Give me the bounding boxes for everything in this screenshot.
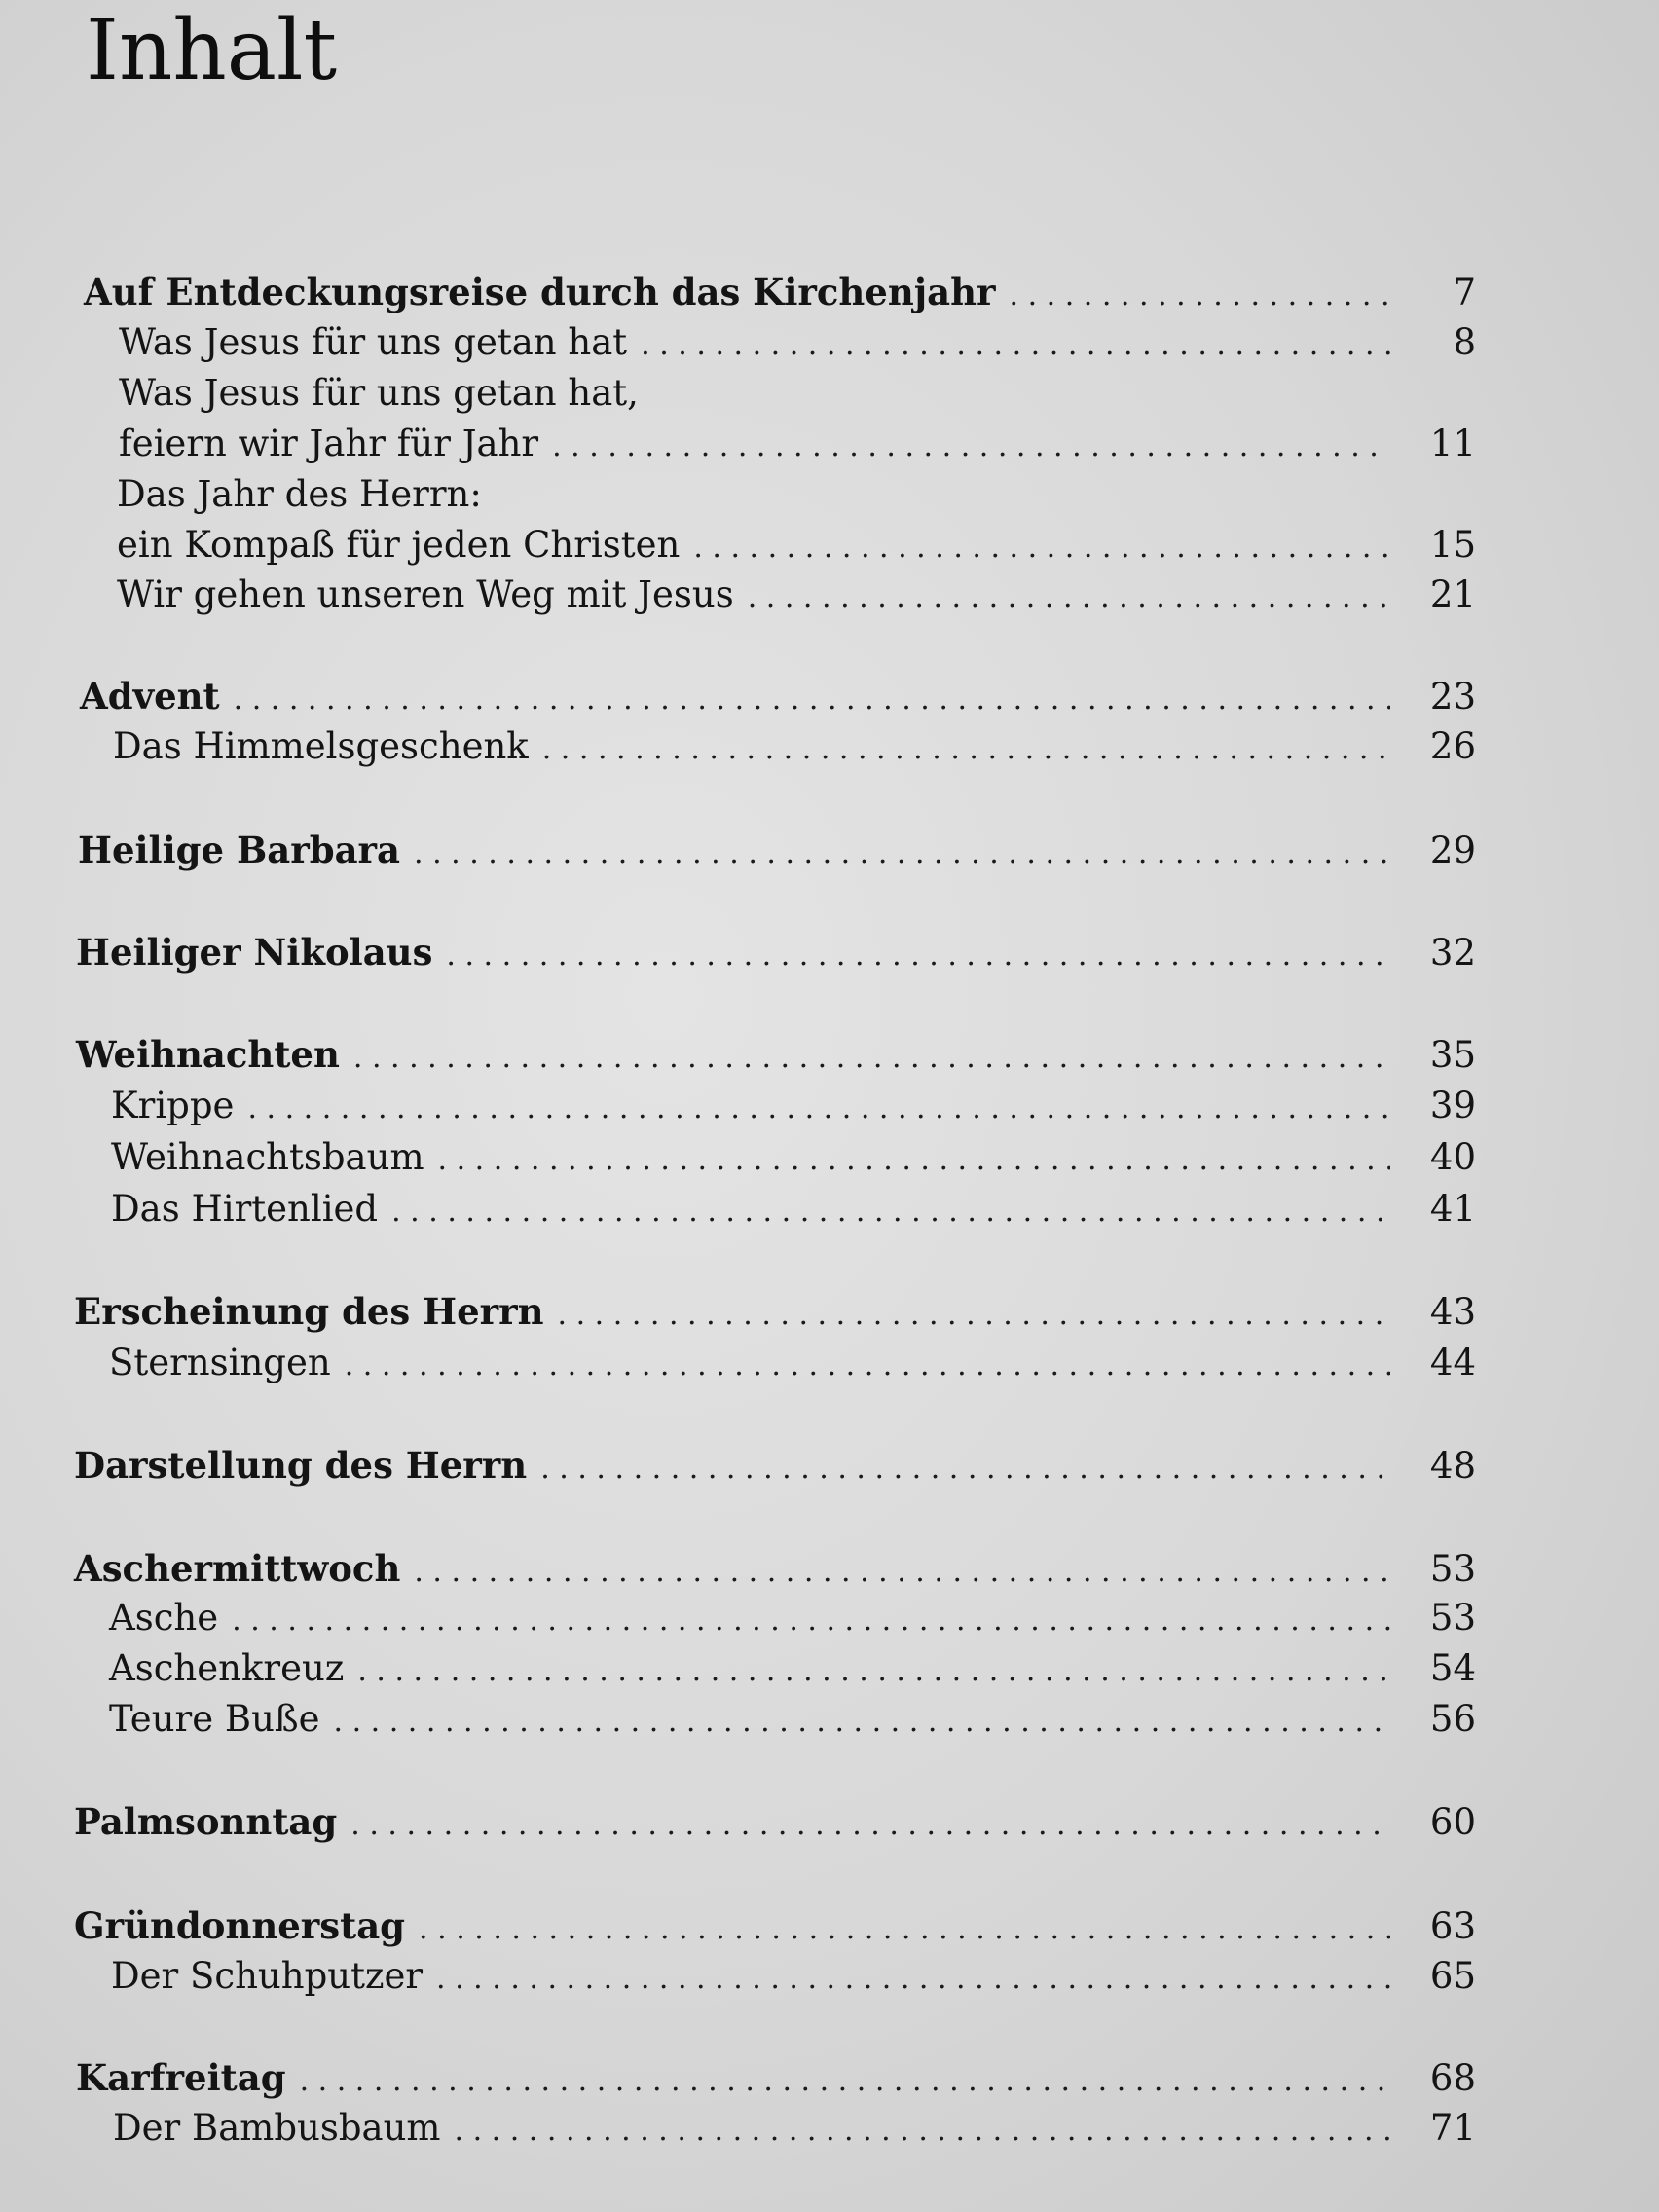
- dot-leader: [234, 676, 1390, 724]
- toc-entry-page-number: 63: [1429, 1905, 1476, 1947]
- dot-leader: [419, 1905, 1390, 1954]
- toc-entry-page-number: 56: [1429, 1698, 1476, 1740]
- toc-entry-label: Teure Buße: [109, 1698, 320, 1740]
- toc-entry-schuhputzer[interactable]: [111, 1952, 1476, 2001]
- toc-entry-weihnachten[interactable]: [76, 1030, 1476, 1079]
- toc-entry-page-number: 44: [1429, 1342, 1476, 1383]
- dot-leader: [1010, 272, 1391, 320]
- toc-entry-label: Gründonnerstag: [74, 1904, 406, 1947]
- toc-entry-label: Was Jesus für uns getan hat: [119, 321, 628, 363]
- toc-entry-label: Heilige Barbara: [78, 829, 401, 871]
- dot-leader: [436, 1955, 1390, 2004]
- toc-entry-label: Aschermittwoch: [74, 1547, 401, 1590]
- toc-entry-continuation-line: [119, 369, 639, 418]
- toc-entry-asche[interactable]: [109, 1594, 1476, 1642]
- toc-entry-label: Das Hirtenlied: [111, 1188, 379, 1230]
- toc-entry-page-number: 43: [1429, 1291, 1476, 1333]
- toc-entry-label: Wir gehen unseren Weg mit Jesus: [117, 573, 734, 615]
- toc-entry-page-number: 48: [1429, 1445, 1476, 1487]
- toc-entry-darstellung-des-herrn[interactable]: [74, 1441, 1476, 1490]
- toc-entry-label: Sternsingen: [109, 1342, 331, 1383]
- toc-entry-label: Advent: [80, 675, 220, 718]
- toc-entry-was-jesus-feiern[interactable]: [119, 420, 1476, 468]
- dot-leader: [391, 1188, 1390, 1236]
- toc-entry-page-number: 41: [1429, 1188, 1476, 1230]
- toc-entry-label: Weihnachtsbaum: [111, 1136, 424, 1178]
- toc-entry-label: Das Jahr des Herrn:: [117, 473, 482, 515]
- dot-leader: [334, 1698, 1390, 1747]
- toc-entry-page-number: 71: [1429, 2107, 1476, 2149]
- toc-entry-gruendonnerstag[interactable]: [74, 1901, 1476, 1950]
- dot-leader: [552, 423, 1390, 471]
- toc-entry-page-number: 68: [1429, 2057, 1476, 2099]
- toc-entry-page-number: 7: [1453, 272, 1476, 313]
- toc-entry-label: Was Jesus für uns getan hat,: [119, 372, 639, 414]
- toc-entry-page-number: 40: [1429, 1136, 1476, 1178]
- toc-entry-page-number: 53: [1429, 1548, 1476, 1590]
- toc-entry-label: Das Himmelsgeschenk: [113, 725, 529, 767]
- toc-entry-label: Asche: [109, 1597, 219, 1639]
- toc-entry-page-number: 53: [1429, 1597, 1476, 1639]
- toc-entry-page-number: 54: [1429, 1647, 1476, 1689]
- toc-entry-label: Karfreitag: [76, 2056, 286, 2099]
- toc-entry-page-number: 65: [1429, 1955, 1476, 1997]
- toc-entry-krippe[interactable]: [111, 1082, 1476, 1130]
- toc-entry-page-number: 39: [1429, 1085, 1476, 1126]
- toc-entry-erscheinung-des-herrn[interactable]: [74, 1287, 1476, 1336]
- toc-entry-heilige-barbara[interactable]: [78, 826, 1476, 874]
- toc-entry-continuation-line: [117, 470, 482, 519]
- toc-entry-page-number: 15: [1429, 524, 1476, 566]
- toc-entry-page-number: 11: [1429, 423, 1476, 464]
- dot-leader: [247, 1085, 1390, 1133]
- dot-leader: [455, 2107, 1390, 2156]
- toc-entry-auf-entdeckungsreise[interactable]: [84, 268, 1476, 316]
- toc-entry-label: Der Bambusbaum: [113, 2107, 441, 2149]
- dot-leader: [350, 1801, 1390, 1850]
- toc-entry-weihnachtsbaum[interactable]: [111, 1133, 1476, 1182]
- dot-leader: [300, 2057, 1390, 2106]
- dot-leader: [232, 1597, 1390, 1645]
- dot-leader: [414, 830, 1390, 878]
- dot-leader: [542, 725, 1390, 774]
- toc-entry-page-number: 23: [1429, 676, 1476, 718]
- toc-entry-label: Erscheinung des Herrn: [74, 1290, 544, 1333]
- dot-leader: [345, 1342, 1390, 1390]
- toc-entry-aschermittwoch[interactable]: [74, 1544, 1476, 1593]
- toc-entry-hirtenlied[interactable]: [111, 1185, 1476, 1234]
- toc-entry-palmsonntag[interactable]: [74, 1797, 1476, 1846]
- dot-leader: [357, 1647, 1390, 1696]
- dot-leader: [414, 1548, 1390, 1597]
- dot-leader: [693, 524, 1390, 572]
- dot-leader: [748, 573, 1390, 622]
- dot-leader: [446, 932, 1390, 980]
- toc-entry-himmelsgeschenk[interactable]: [113, 722, 1476, 771]
- toc-entry-label: Der Schuhputzer: [111, 1955, 424, 1997]
- toc-entry-label: ein Kompaß für jeden Christen: [117, 524, 681, 566]
- toc-entry-page-number: 35: [1429, 1034, 1476, 1076]
- toc-entry-label: Palmsonntag: [74, 1800, 338, 1843]
- dot-leader: [558, 1291, 1390, 1340]
- dot-leader: [438, 1136, 1390, 1185]
- toc-entry-page-number: 8: [1453, 321, 1476, 363]
- toc-entry-was-jesus-getan[interactable]: [119, 318, 1476, 367]
- toc-entry-wir-gehen[interactable]: [117, 571, 1476, 619]
- toc-entry-sternsingen[interactable]: [109, 1339, 1476, 1387]
- toc-entry-karfreitag[interactable]: [76, 2053, 1476, 2102]
- dot-leader: [641, 321, 1390, 370]
- page-title: Inhalt: [86, 2, 338, 99]
- toc-entry-advent[interactable]: [80, 672, 1476, 720]
- toc-entry-aschenkreuz[interactable]: [109, 1644, 1476, 1693]
- toc-entry-label: Heiliger Nikolaus: [76, 931, 433, 974]
- toc-entry-label: Aschenkreuz: [109, 1647, 345, 1689]
- toc-entry-teure-busse[interactable]: [109, 1695, 1476, 1744]
- toc-entry-page-number: 32: [1429, 932, 1476, 974]
- toc-entry-page-number: 60: [1429, 1801, 1476, 1843]
- dot-leader: [353, 1034, 1390, 1083]
- toc-entry-label: Weihnachten: [76, 1033, 340, 1076]
- toc-entry-label: Krippe: [111, 1085, 235, 1126]
- toc-entry-label: Auf Entdeckungsreise durch das Kirchenjahr: [84, 271, 996, 313]
- toc-entry-label: feiern wir Jahr für Jahr: [119, 423, 539, 464]
- toc-entry-bambusbaum[interactable]: [113, 2104, 1476, 2153]
- toc-entry-page-number: 26: [1429, 725, 1476, 767]
- toc-entry-heiliger-nikolaus[interactable]: [76, 928, 1476, 977]
- toc-entry-label: Darstellung des Herrn: [74, 1444, 528, 1487]
- toc-entry-page-number: 21: [1429, 573, 1476, 615]
- toc-entry-jahr-des-herrn[interactable]: [117, 521, 1476, 570]
- toc-entry-page-number: 29: [1429, 830, 1476, 871]
- dot-leader: [540, 1445, 1390, 1493]
